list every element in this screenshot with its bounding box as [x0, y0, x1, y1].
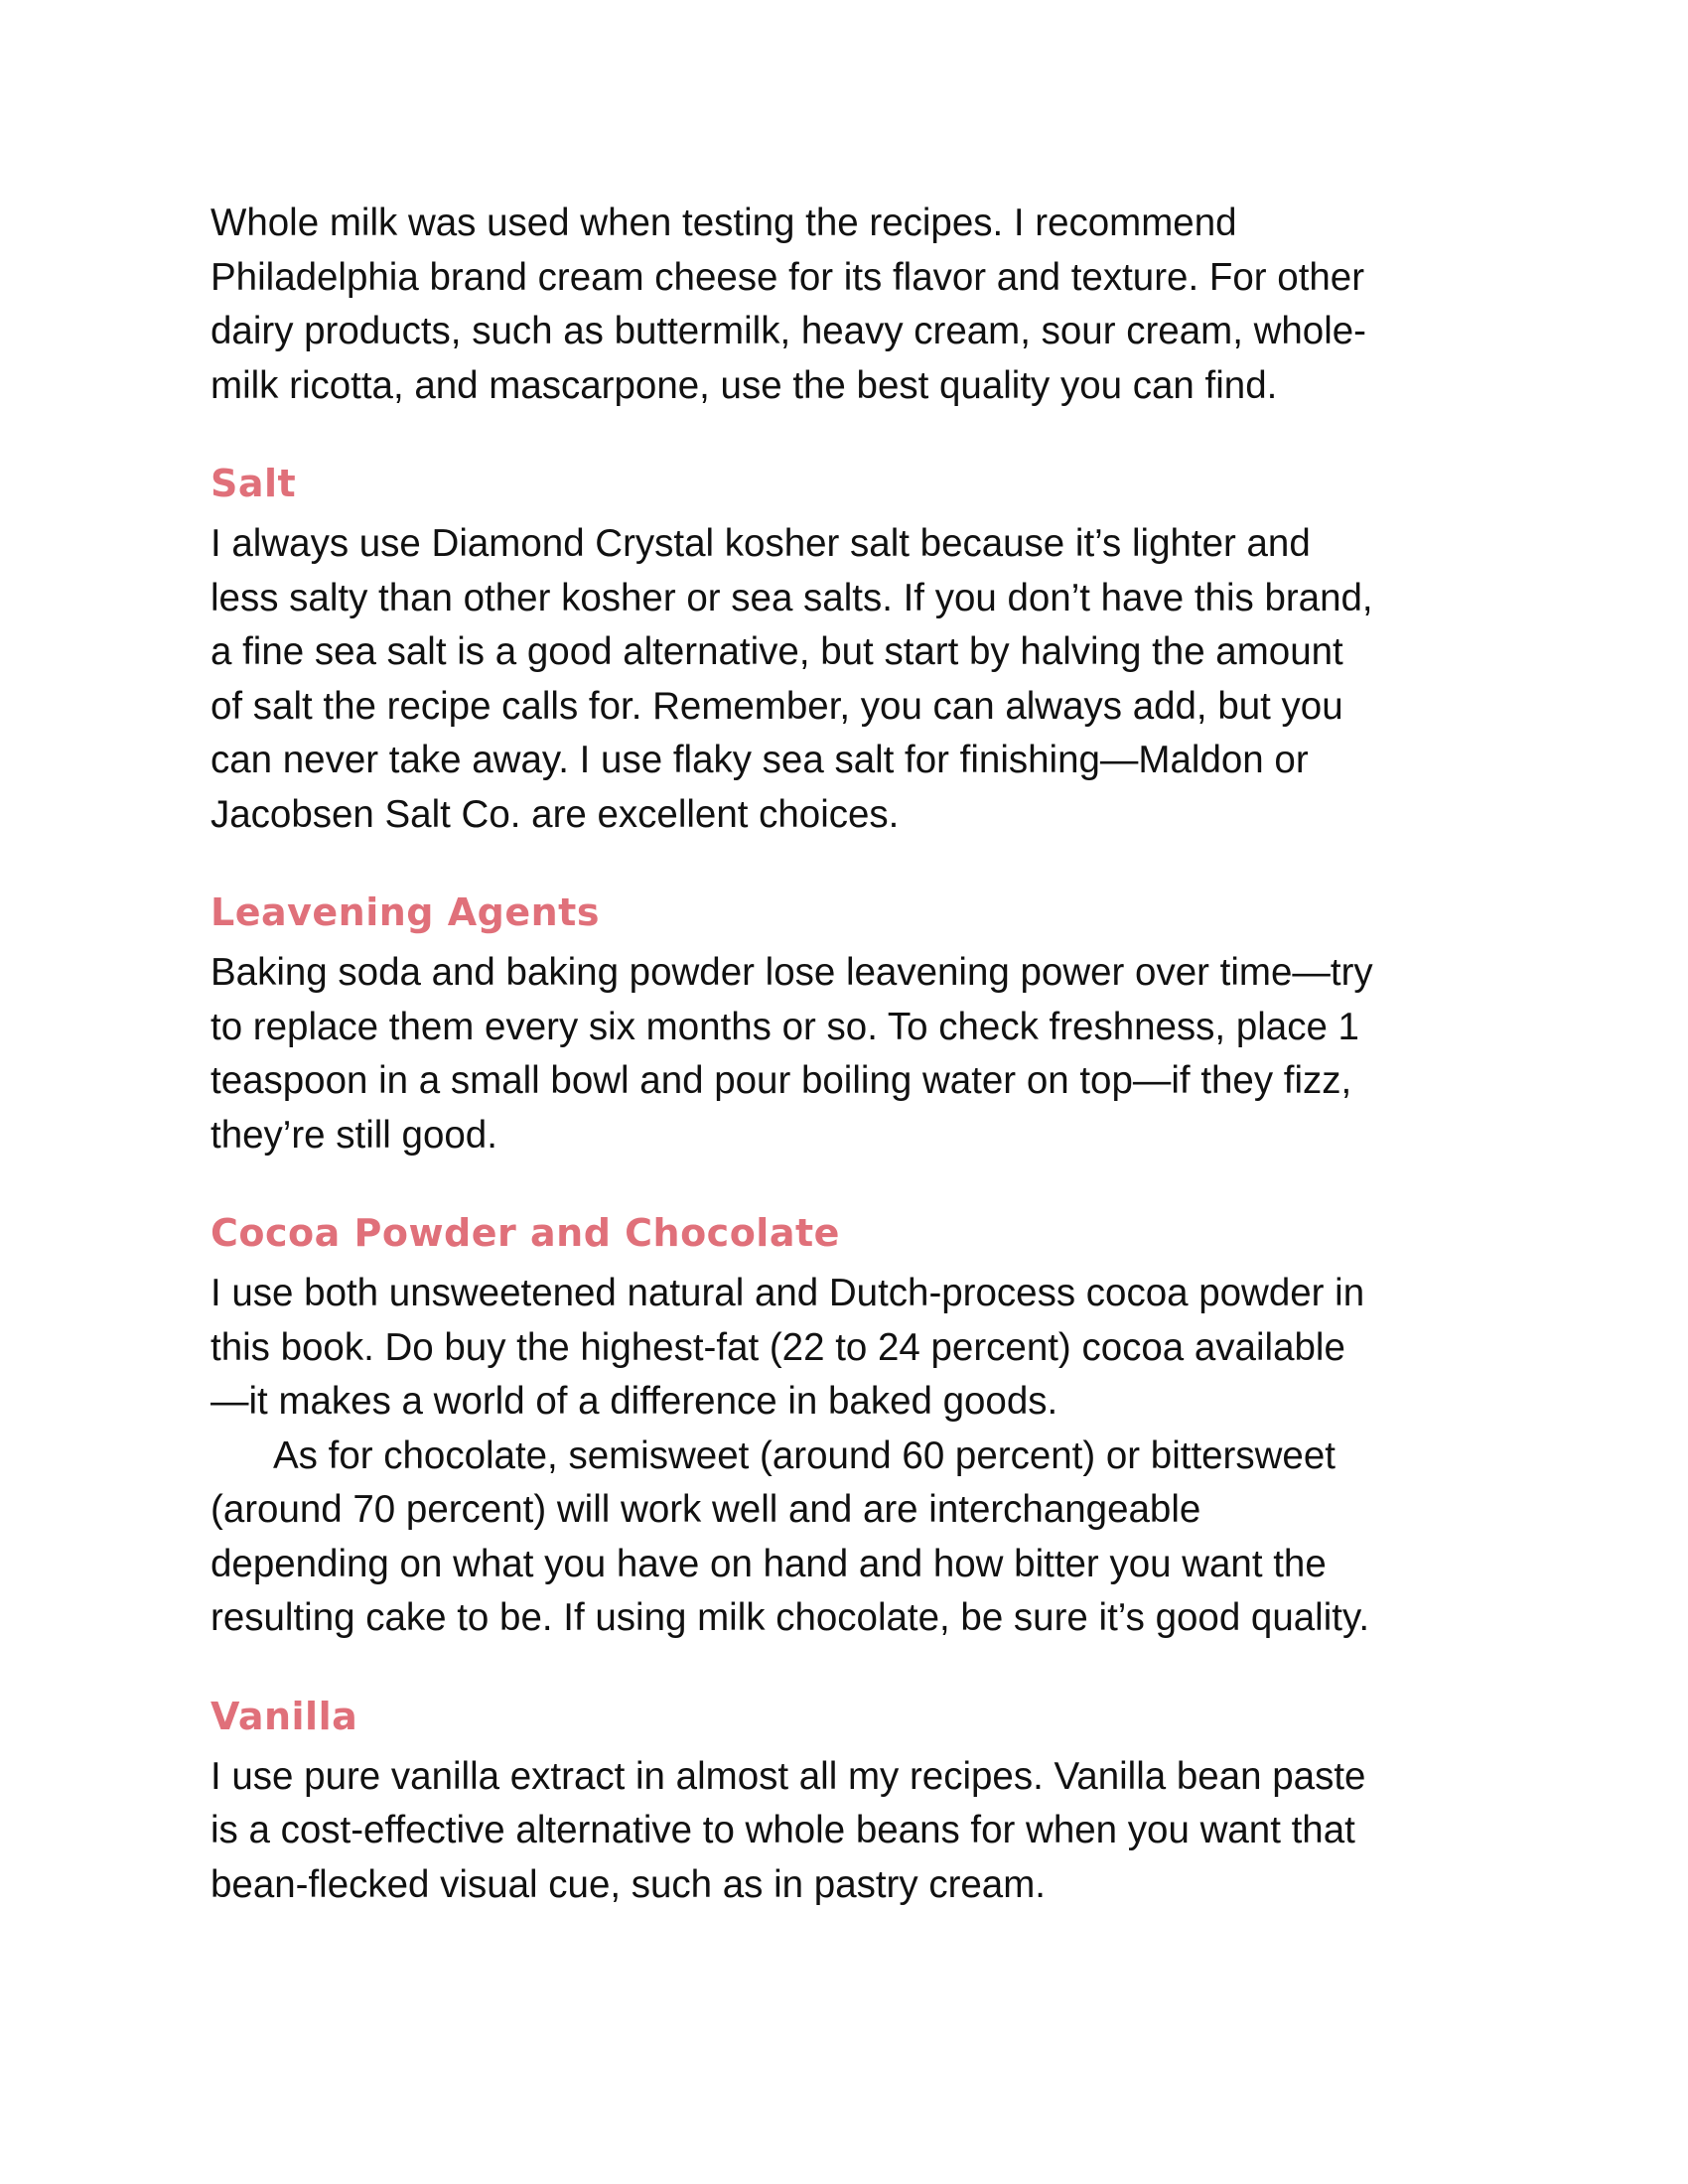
section-vanilla: [211, 1693, 1501, 1913]
section-heading-leavening-agents: Leavening Agents: [211, 890, 600, 934]
salt-paragraph: I always use Diamond Crystal kosher salt because it’s lighter and less salty than other kosher or sea salts. If you don’t have this brand, a fine sea salt is a good alternative, but start by halving the amount of salt the recipe calls for. Remember, you can always add, but you can never take away. I use flaky sea salt for finishing—Maldon or Jacobsen Salt Co. are excellent choices.: [211, 522, 1373, 836]
section-heading-cocoa-powder-and-chocolate: Cocoa Powder and Chocolate: [211, 1211, 840, 1255]
page-content: [211, 197, 1501, 1912]
vanilla-paragraph: I use pure vanilla extract in almost all my recipes. Vanilla bean paste is a cost-effective alternative to whole beans for when you want that bean-flecked visual cue, such as in pastry cream.: [211, 1754, 1366, 1906]
section-heading-vanilla: Vanilla: [211, 1694, 358, 1738]
leavening-paragraph: Baking soda and baking powder lose leavening power over time—try to replace them every six months or so. To check freshness, place 1 teaspoon in a small bowl and pour boiling water on top—if they fizz, they’re still good.: [211, 951, 1373, 1157]
section-salt: [211, 460, 1501, 842]
chocolate-paragraph: As for chocolate, semisweet (around 60 percent) or bittersweet (around 70 percent) will work well and are interchangeable depending on what you have on hand and how bitter you want the resulting cake to be. If using milk chocolate, be sure it’s good quality.: [211, 1433, 1370, 1639]
section-heading-salt: Salt: [211, 462, 297, 505]
section-cocoa-powder-and-chocolate: [211, 1209, 1501, 1646]
cocoa-paragraph: I use both unsweetened natural and Dutch-process cocoa powder in this book. Do buy the highest-fat (22 to 24 percent) cocoa available —it makes a world of a difference in baked goods.: [211, 1272, 1365, 1423]
section-leavening-agents: [211, 888, 1501, 1162]
intro-paragraph: Whole milk was used when testing the recipes. I recommend Philadelphia brand cream cheese for its flavor and texture. For other dairy products, such as buttermilk, heavy cream, sour cream, whole- milk ricotta, and mascarpone, use the best quality you can find.: [211, 202, 1367, 407]
